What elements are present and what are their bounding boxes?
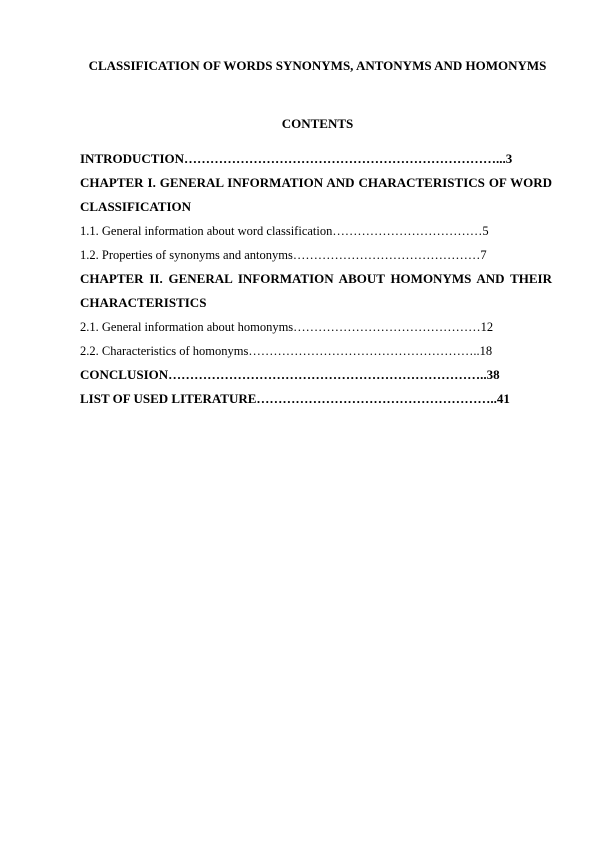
toc-section-2-1[interactable]: 2.1. General information about homonyms………………………………………12 xyxy=(80,320,494,334)
table-of-contents xyxy=(80,147,552,411)
toc-conclusion[interactable]: CONCLUSION………………………………………………………………..38 xyxy=(80,367,500,382)
toc-introduction[interactable]: INTRODUCTION………………………………………………………………...3 xyxy=(80,151,513,166)
toc-section-1-2[interactable]: 1.2. Properties of synonyms and antonyms………………………………………7 xyxy=(80,248,487,262)
toc-section-2-2[interactable]: 2.2. Characteristics of homonyms………………………………………………..18 xyxy=(80,344,493,358)
document-title: CLASSIFICATION OF WORDS SYNONYMS, ANTONYMS AND HOMONYMS xyxy=(88,58,547,73)
toc-literature[interactable]: LIST OF USED LITERATURE………………………………………………..41 xyxy=(80,391,510,406)
toc-chapter-2[interactable]: CHAPTER II. GENERAL INFORMATION ABOUT HOMONYMS AND THEIR CHARACTERISTICS xyxy=(80,271,552,310)
toc-chapter-1[interactable]: CHAPTER I. GENERAL INFORMATION AND CHARACTERISTICS OF WORD CLASSIFICATION xyxy=(80,175,552,214)
toc-section-1-1[interactable]: 1.1. General information about word classification………………………………5 xyxy=(80,224,489,238)
contents-heading: CONTENTS xyxy=(281,116,354,131)
